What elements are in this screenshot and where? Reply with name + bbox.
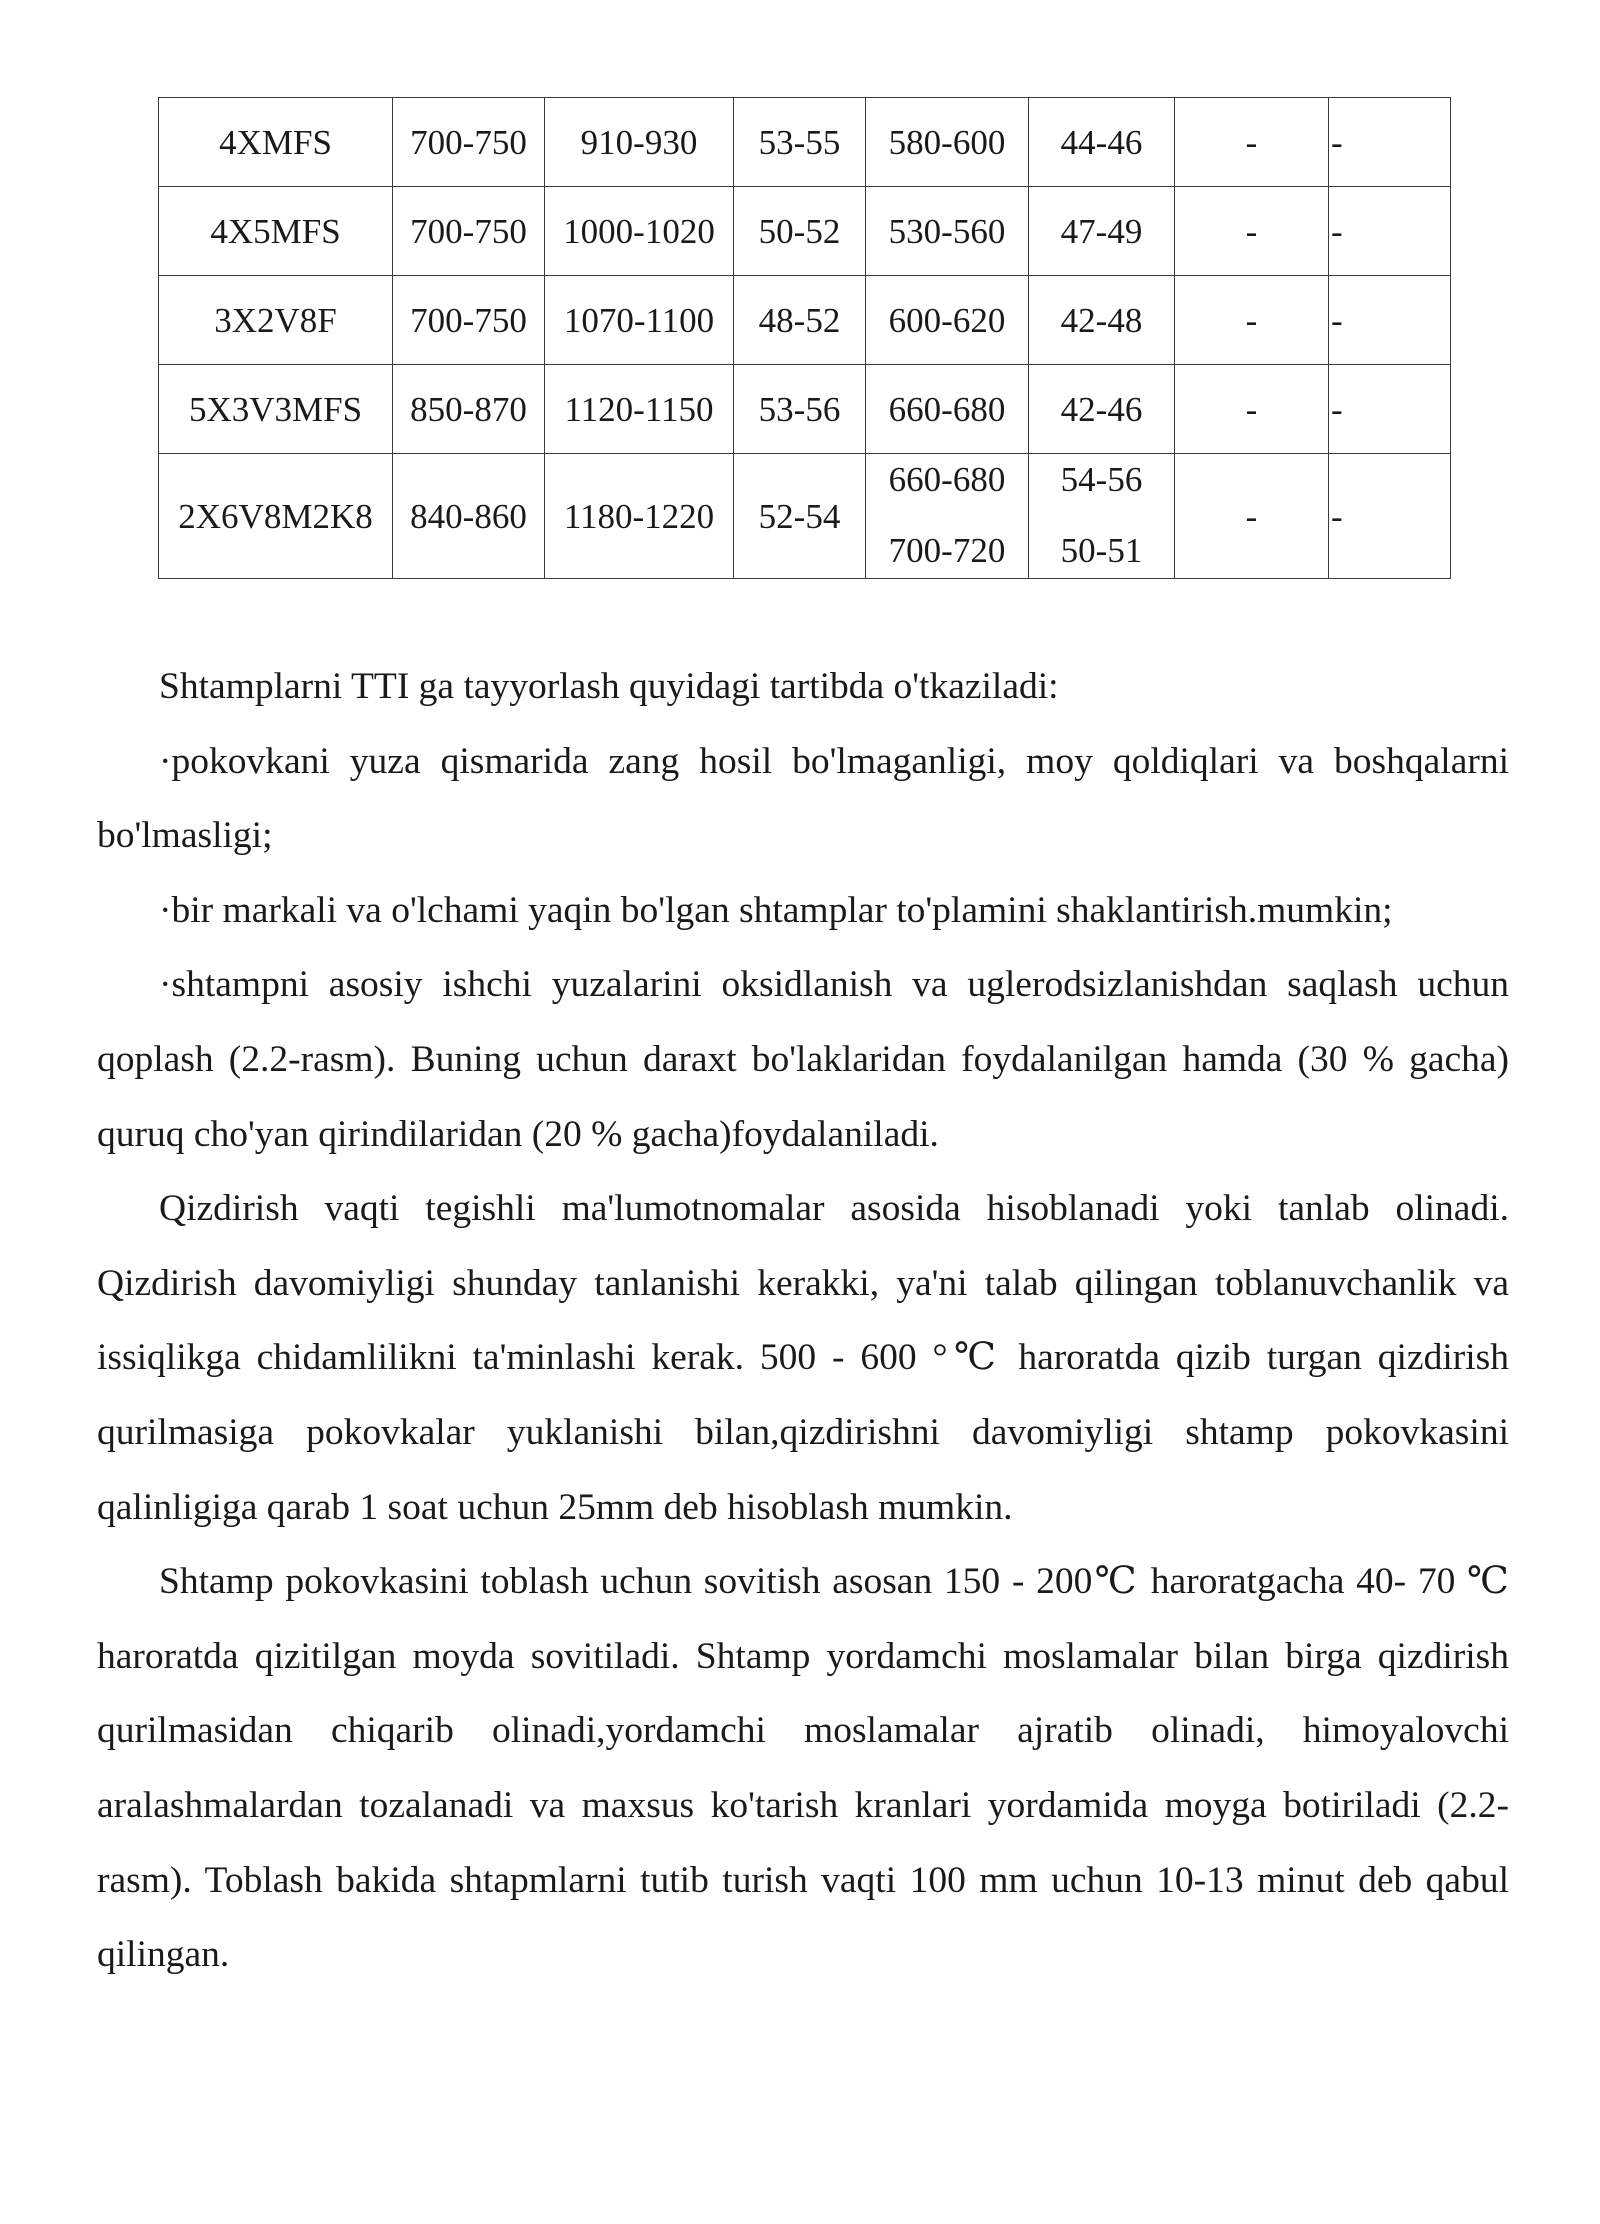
table-cell: 48-52 <box>734 276 866 365</box>
table-cell: 53-55 <box>734 98 866 187</box>
table-row <box>159 187 1451 276</box>
table-cell: 700-750 <box>393 98 545 187</box>
table-cell: 840-860 <box>393 454 545 579</box>
steel-properties-table <box>158 97 1451 579</box>
steel-grade-cell: 4X5MFS <box>159 187 393 276</box>
steel-grade-cell: 5X3V3MFS <box>159 365 393 454</box>
table-cell: 580-600 <box>866 98 1029 187</box>
table-cell: - <box>1175 454 1329 579</box>
table-cell: - <box>1329 365 1451 454</box>
table-cell: 42-46 <box>1029 365 1175 454</box>
table-cell-line: 700-720 <box>888 531 1006 570</box>
table-cell-line: 54-56 <box>1060 460 1143 499</box>
table-cell: - <box>1329 276 1451 365</box>
table-cell: 850-870 <box>393 365 545 454</box>
table-cell: 1120-1150 <box>545 365 734 454</box>
table-cell: 44-46 <box>1029 98 1175 187</box>
table-cell: 1180-1220 <box>545 454 734 579</box>
paragraph-quenching: Shtamp pokovkasini toblash uchun sovitish asosan 150 - 200℃ haroratgacha 40- 70 ℃ haroratda qizitilgan moyda sovitiladi. Shtamp yordamchi moslamalar bilan birga qizdirish qurilmasidan chiqarib olinadi,yordamchi moslamalar ajratib olinadi, himoyalovchi aralashmalardan tozalanadi va maxsus ko'tarish kranlari yordamida moyga botiriladi (2.2-rasm). Toblash bakida shtapmlarni tutib turish vaqti 100 mm uchun 10-13 minut deb qabul qilingan. <box>97 1561 1509 1976</box>
table-cell: 52-54 <box>734 454 866 579</box>
table-cell-stacked <box>866 454 1029 579</box>
table-cell: 47-49 <box>1029 187 1175 276</box>
table-row <box>159 276 1451 365</box>
table-cell: 530-560 <box>866 187 1029 276</box>
paragraph-bullet-2: ·bir markali va o'lchami yaqin bo'lgan shtamplar to'plamini shaklantirish.mumkin; <box>159 889 1393 931</box>
table-cell: 53-56 <box>734 365 866 454</box>
table-cell: 700-750 <box>393 187 545 276</box>
table-cell: - <box>1329 187 1451 276</box>
steel-grade-cell: 3X2V8F <box>159 276 393 365</box>
table-row <box>159 454 1451 579</box>
table-cell: - <box>1175 187 1329 276</box>
table-cell: - <box>1175 276 1329 365</box>
paragraph-heating-time: Qizdirish vaqti tegishli ma'lumotnomalar asosida hisoblanadi yoki tanlab olinadi. Qizdirish davomiyligi shunday tanlanishi kerakki, ya'ni talab qilingan toblanuvchanlik va issiqlikga chidamlilikni ta'minlashi kerak. 500 - 600 °℃ haroratda qizib turgan qizdirish qurilmasiga pokovkalar yuklanishi bilan,qizdirishni davomiyligi shtamp pokovkasini qalinligiga qarab 1 soat uchun 25mm deb hisoblash mumkin. <box>97 1188 1509 1528</box>
table-cell: - <box>1329 454 1451 579</box>
table-cell: 600-620 <box>866 276 1029 365</box>
table-cell: 910-930 <box>545 98 734 187</box>
body-text <box>97 650 1509 1993</box>
table-cell: 660-680 <box>866 365 1029 454</box>
table-cell-stacked <box>1029 454 1175 579</box>
table-cell: - <box>1329 98 1451 187</box>
paragraph-bullet-1: ·pokovkani yuza qismarida zang hosil bo'lmaganligi, moy qoldiqlari va boshqalarni bo'lmasligi; <box>97 740 1509 857</box>
table-cell: 1000-1020 <box>545 187 734 276</box>
paragraph-bullet-3: ·shtampni asosiy ishchi yuzalarini oksidlanish va uglerodsizlanishdan saqlash uchun qoplash (2.2-rasm). Buning uchun daraxt bo'laklaridan foydalanilgan hamda (30 % gacha) quruq cho'yan qirindilaridan (20 % gacha)foydalaniladi. <box>97 964 1509 1155</box>
table-row <box>159 365 1451 454</box>
table-row <box>159 98 1451 187</box>
table-cell: 700-750 <box>393 276 545 365</box>
steel-grade-cell: 4XMFS <box>159 98 393 187</box>
table-cell-line: 660-680 <box>888 460 1006 499</box>
table-cell: 1070-1100 <box>545 276 734 365</box>
paragraph-intro: Shtamplarni TTI ga tayyorlash quyidagi tartibda o'tkaziladi: <box>159 666 1059 707</box>
table-cell-line: 50-51 <box>1060 531 1143 570</box>
table-cell: - <box>1175 365 1329 454</box>
table-cell: 42-48 <box>1029 276 1175 365</box>
steel-grade-cell: 2X6V8M2K8 <box>159 454 393 579</box>
table-cell: 50-52 <box>734 187 866 276</box>
table-cell: - <box>1175 98 1329 187</box>
